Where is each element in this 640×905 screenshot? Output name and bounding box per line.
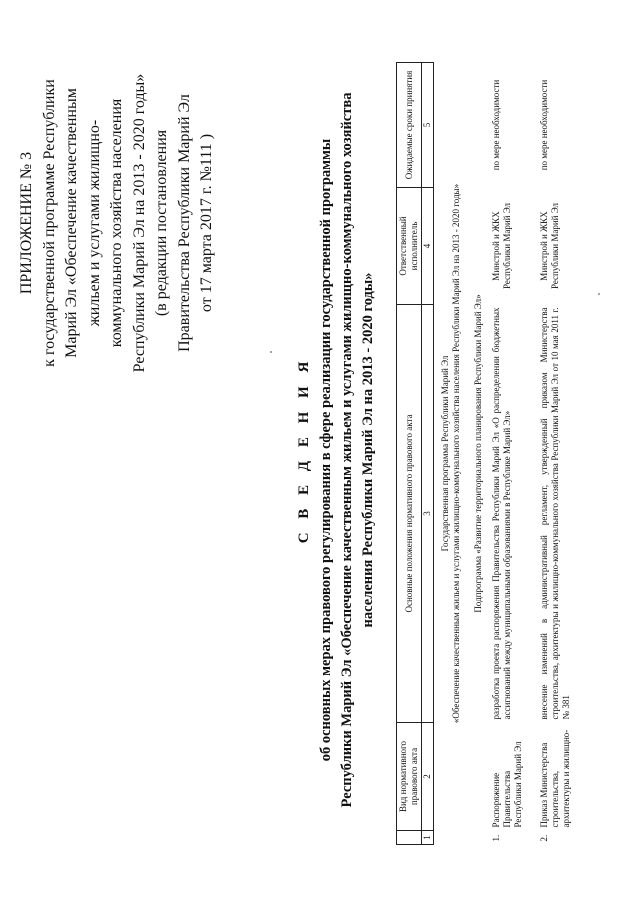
table-row	[538, 63, 573, 845]
row-act-type: Приказ Министерства строительства, архитектуры и жилищно-	[539, 729, 571, 828]
document-title	[292, 55, 379, 845]
table-header-row	[397, 63, 422, 845]
appendix-line: Правительства Республики Марий Эл	[175, 94, 193, 352]
program-full-name: «Обеспечение качественным жильем и услугами жилищно-коммунального хозяйства населения Республики Марий Эл на 2013 - 2020 годы»	[451, 183, 461, 724]
header-cell-deadline: Ожидаемые сроки принятия	[397, 63, 422, 188]
program-name: Государственная программа Республики Марий Эл	[440, 355, 450, 552]
appendix-line: жильем и услугами жилищно-	[85, 119, 103, 327]
appendix-line: Республики Марий Эл на 2013 - 2020 годы»	[130, 73, 148, 373]
title-heading: С В Е Д Е Н И Я	[296, 356, 312, 544]
column-number-row	[422, 63, 434, 845]
subprogram-row	[465, 63, 490, 845]
column-number: 1	[422, 831, 434, 845]
row-number: 2.	[539, 834, 549, 842]
table-row	[490, 63, 538, 845]
subprogram-name: Подпрограмма «Развитие территориального планирования Республики Марий Эл»	[473, 294, 483, 613]
appendix-line: к государственной программе Республики	[40, 79, 58, 367]
row-deadline: по мере необходимости	[491, 79, 501, 171]
appendix-line: коммунального хозяйства населения	[108, 98, 125, 348]
title-line: Республики Марий Эл «Обеспечение качественным жильем и услугами жилищно-коммунального хозяйства	[339, 92, 355, 808]
header-cell-num	[397, 831, 422, 845]
appendix-line: от 17 марта 2017 г. №111 )	[198, 133, 215, 313]
header-cell-content: Основные положения нормативного правового акта	[397, 305, 422, 723]
row-content: разработка проекта распоряжения Правительства Республики Марий Эл «О распределении бюджетных ассигнований между муниципальными образованиями в Республике Марий Эл»	[491, 307, 512, 720]
program-row	[434, 63, 452, 845]
column-number: 4	[422, 188, 434, 305]
header-cell-type: Вид нормативного правового акта	[397, 723, 422, 831]
column-number: 3	[422, 305, 434, 723]
row-act-type: Распоряжение Правительства Республики Марий Эл	[491, 741, 523, 828]
row-deadline: по мере необходимости	[539, 79, 549, 171]
row-number: 1.	[491, 834, 501, 842]
row-executor: Минстрой и ЖКХ Республики Марий Эл	[539, 202, 560, 290]
appendix-line: Марий Эл «Обеспечение качественным	[63, 88, 80, 358]
scan-speck	[598, 293, 600, 295]
row-executor: Минстрой и ЖКХ Республики Марий Эл	[491, 202, 512, 290]
appendix-line: (в редакции постановления	[153, 129, 170, 317]
title-line: населения Республики Марий Эл на 2013 - 2020 годы»	[360, 272, 376, 628]
title-line: об основных мерах правового регулирования в сфере реализации государственной программы	[318, 138, 334, 762]
row-content: внесение изменений в административный регламент, утвержденный приказом Министерства строительства, архитектуры и жилищно-коммунального хозяйства Республики Марий Эл от 10 мая 2011 г. № 381	[539, 307, 571, 720]
program-row	[451, 63, 465, 845]
measures-table	[396, 62, 573, 845]
appendix-block	[16, 28, 219, 418]
column-number: 2	[422, 723, 434, 831]
column-number: 5	[422, 63, 434, 188]
header-cell-executor: Ответственный исполнитель	[397, 188, 422, 305]
scan-speck	[270, 351, 272, 353]
appendix-line: ПРИЛОЖЕНИЕ № 3	[18, 151, 35, 295]
